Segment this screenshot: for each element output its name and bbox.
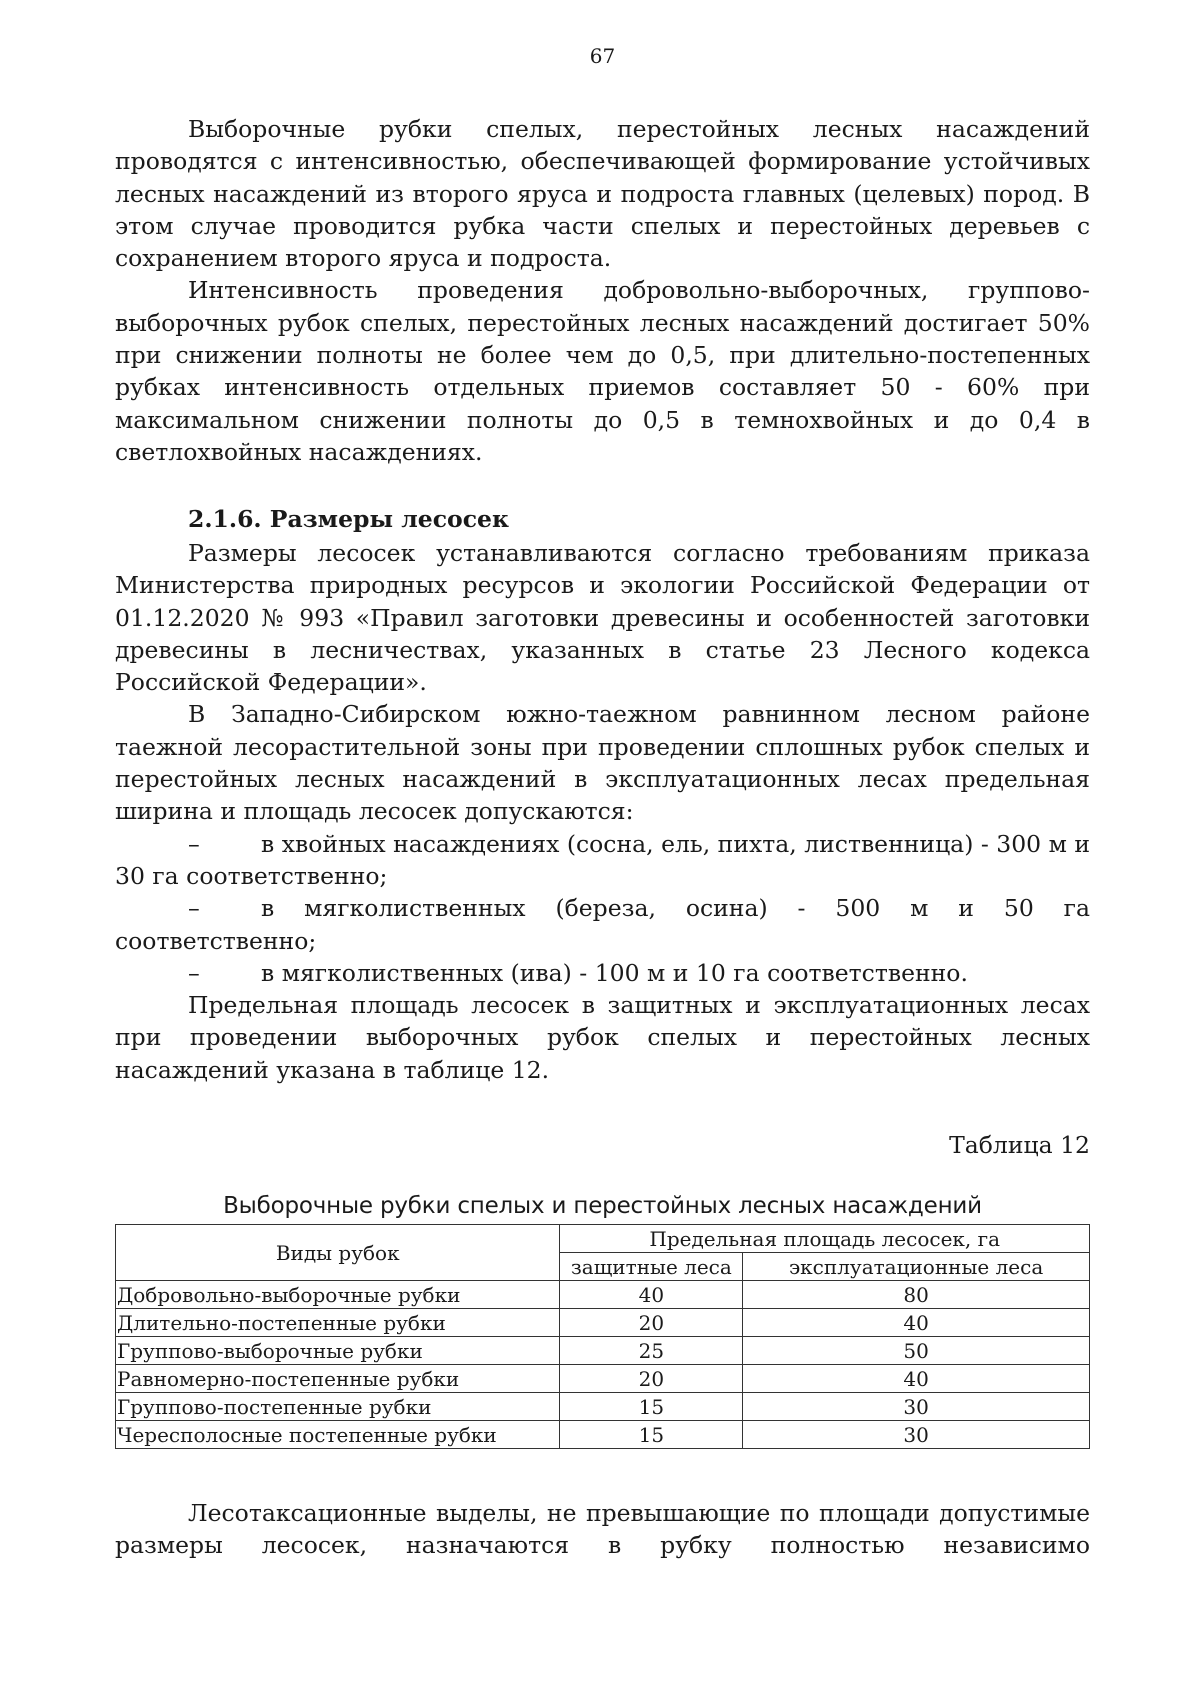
table-row [116,1365,1090,1393]
cell-operational: 30 [743,1393,1090,1421]
cell-operational: 50 [743,1337,1090,1365]
list-item-text: в хвойных насаждениях (сосна, ель, пихта, лиственница) - 300 м и 30 га соответственно; [115,829,1090,890]
cell-operational: 80 [743,1281,1090,1309]
cell-protective: 40 [560,1281,743,1309]
cell-kind: Группово-выборочные рубки [116,1337,560,1365]
cell-operational: 30 [743,1421,1090,1449]
section-heading: 2.1.6. Размеры лесосек [188,505,509,533]
section-body [115,537,1090,1086]
cutting-area-table [115,1224,1090,1449]
cell-kind: Длительно-постепенные рубки [116,1309,560,1337]
paragraph-selective-cutting: Выборочные рубки спелых, перестойных лесных насаждений проводятся с интенсивностью, обеспечивающей формирование устойчивых лесных насаждений из второго яруса и подроста главных (целевых) пород. В этом случае проводится рубка части спелых и перестойных деревьев с сохранением второго яруса и подроста. [115,115,1090,273]
cell-protective: 20 [560,1309,743,1337]
cell-operational: 40 [743,1309,1090,1337]
list-item-text: в мягколиственных (береза, осина) - 500 м и 50 га соответственно; [115,894,1090,955]
table-row [116,1337,1090,1365]
cell-protective: 20 [560,1365,743,1393]
cell-protective: 15 [560,1421,743,1449]
list-item [115,828,1090,893]
intro-block [115,113,1090,468]
list-item [115,957,1090,989]
table-row [116,1309,1090,1337]
header-operational: эксплуатационные леса [743,1253,1090,1281]
table-number: Таблица 12 [949,1131,1090,1159]
closing-block [115,1497,1090,1562]
cell-operational: 40 [743,1365,1090,1393]
cell-kind: Чересполосные постепенные рубки [116,1421,560,1449]
cell-kind: Добровольно-выборочные рубки [116,1281,560,1309]
table-row [116,1281,1090,1309]
paragraph-table-reference: Предельная площадь лесосек в защитных и эксплуатационных лесах при проведении выборочных рубок спелых и перестойных лесных насаждений указана в таблице 12. [115,991,1090,1084]
cell-protective: 25 [560,1337,743,1365]
header-protective: защитные леса [560,1253,743,1281]
cell-kind: Равномерно-постепенные рубки [116,1365,560,1393]
list-item [115,892,1090,957]
paragraph-sizes: Размеры лесосек устанавливаются согласно требованиям приказа Министерства природных ресурсов и экологии Российской Федерации от 01.12.2020 № 993 «Правил заготовки древесины и особенностей заготовки древесины в лесничествах, указанных в статье 23 Лесного кодекса Российской Федерации». [115,539,1090,697]
dash-mark: – [188,958,200,987]
paragraph-final: Лесотаксационные выделы, не превышающие по площади допустимые размеры лесосек, назначаются в рубку полностью независимо [115,1499,1090,1560]
dash-mark: – [188,894,200,923]
cell-kind: Группово-постепенные рубки [116,1393,560,1421]
table-title: Выборочные рубки спелых и перестойных лесных насаждений [223,1193,982,1219]
page-number: 67 [589,44,616,68]
list-item-text: в мягколиственных (ива) - 100 м и 10 га соответственно. [261,958,968,987]
table-row [116,1393,1090,1421]
dash-mark: – [188,829,200,858]
cell-protective: 15 [560,1393,743,1421]
paragraph-intensity: Интенсивность проведения добровольно-выборочных, группово-выборочных рубок спелых, перестойных лесных насаждений достигает 50% при снижении полноты не более чем до 0,5, при длительно-постепенных рубках интенсивность отдельных приемов составляет 50 - 60% при максимальном снижении полноты до 0,5 в темнохвойных и до 0,4 в светлохвойных насаждениях. [115,276,1090,466]
header-kind: Виды рубок [116,1225,560,1281]
paragraph-region: В Западно-Сибирском южно-таежном равнинном лесном районе таежной лесорастительной зоны при проведении сплошных рубок спелых и перестойных лесных насаждений в эксплуатационных лесах предельная ширина и площадь лесосек допускаются: [115,700,1090,826]
header-area: Предельная площадь лесосек, га [560,1225,1090,1253]
table-row [116,1421,1090,1449]
